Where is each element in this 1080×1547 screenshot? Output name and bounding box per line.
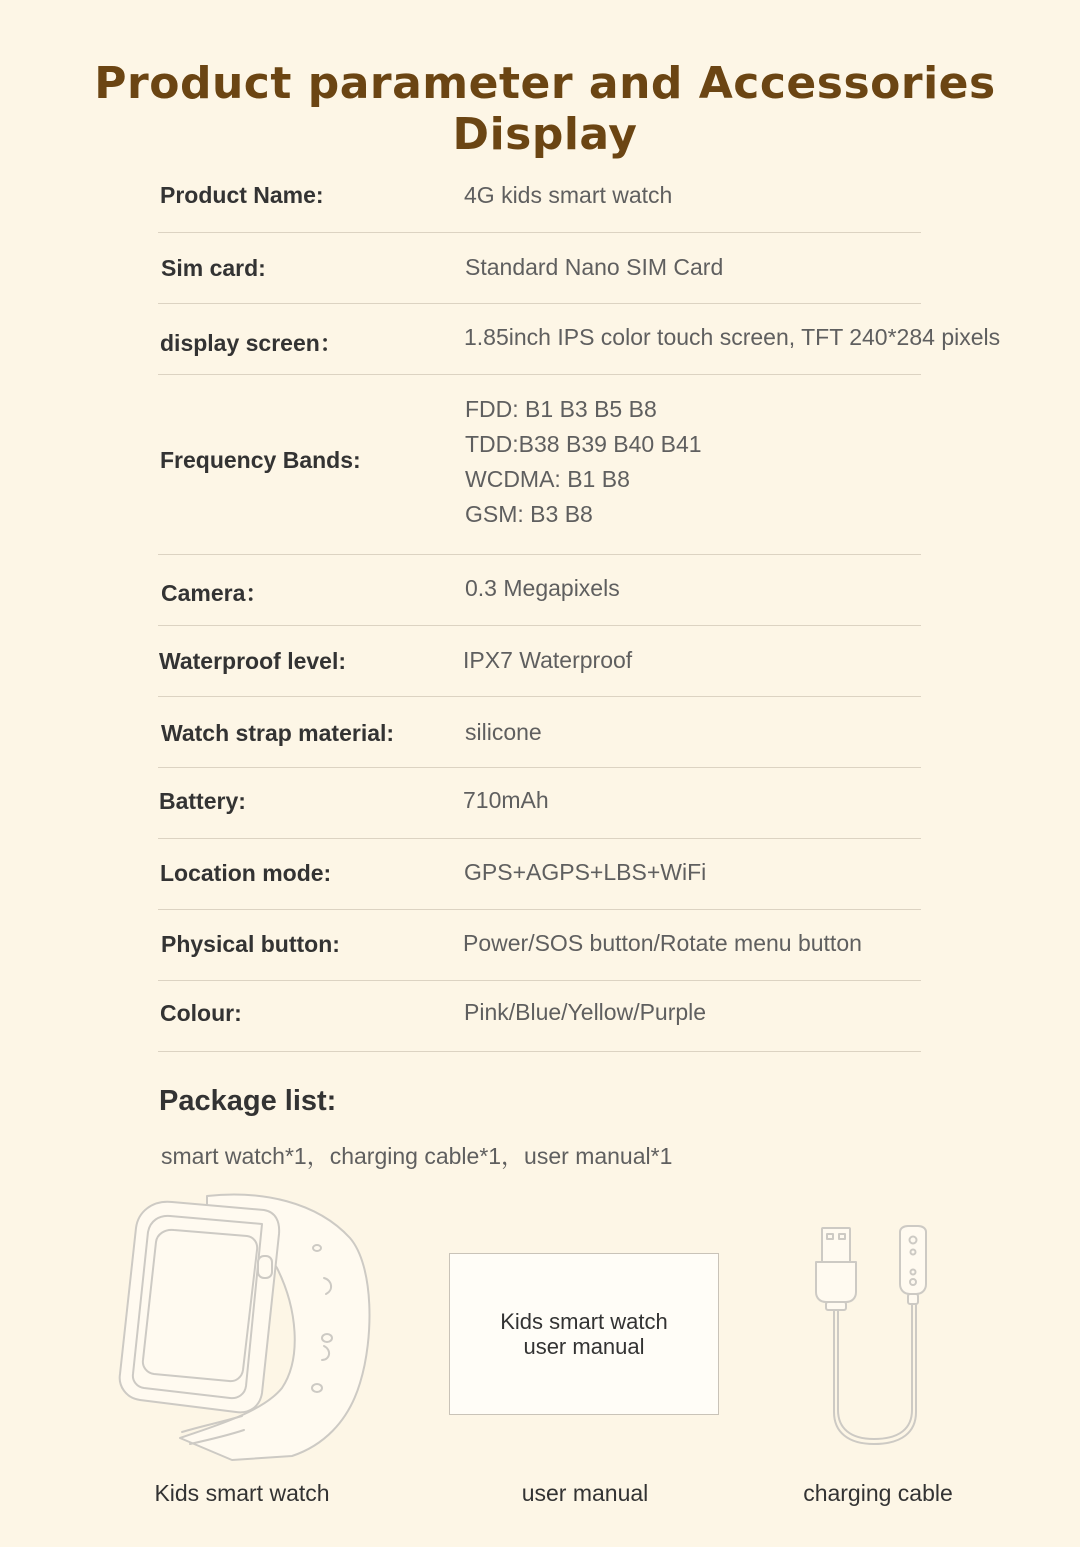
spec-row-colour — [158, 981, 921, 1052]
spec-label: Sim card: — [161, 255, 266, 281]
package-list-title: Package list: — [159, 1085, 337, 1117]
spec-row-physical-button — [158, 910, 921, 981]
spec-label: Colour: — [160, 1000, 242, 1026]
spec-value: 1.85inch IPS color touch screen, TFT 240*284 pixels — [464, 324, 1001, 350]
spec-value: 0.3 Megapixels — [465, 575, 620, 601]
spec-label: Location mode: — [160, 860, 332, 886]
spec-label: Physical button: — [161, 931, 340, 957]
spec-row-camera — [158, 555, 921, 626]
caption-charging-cable: charging cable — [803, 1480, 953, 1506]
spec-value: FDD: B1 B3 B5 B8 TDD:B38 B39 B40 B41 WCDMA: B1 B8 GSM: B3 B8 — [465, 396, 702, 527]
spec-label: Frequency Bands: — [160, 447, 361, 473]
spec-value: silicone — [465, 719, 542, 745]
spec-value: Power/SOS button/Rotate menu button — [463, 930, 862, 956]
charging-cable-illustration — [800, 1222, 940, 1454]
spec-value: GPS+AGPS+LBS+WiFi — [464, 859, 707, 885]
spec-row-battery — [158, 768, 921, 839]
spec-label: Battery: — [159, 788, 246, 814]
caption-smart-watch: Kids smart watch — [154, 1480, 330, 1506]
user-manual-illustration — [449, 1253, 719, 1415]
spec-label: Waterproof level: — [159, 648, 347, 674]
spec-row-strap-material — [158, 697, 921, 768]
spec-value: Standard Nano SIM Card — [465, 254, 724, 280]
spec-value: Pink/Blue/Yellow/Purple — [464, 999, 707, 1025]
spec-row-frequency-bands — [158, 375, 921, 555]
spec-row-waterproof — [158, 626, 921, 697]
spec-label: Watch strap material: — [161, 720, 395, 746]
page-title: Product parameter and Accessories Display — [94, 58, 996, 160]
caption-user-manual: user manual — [521, 1480, 649, 1506]
spec-value: 4G kids smart watch — [464, 182, 673, 208]
spec-value: 710mAh — [463, 787, 549, 813]
manual-box-line: Kids smart watch — [500, 1309, 668, 1334]
spec-label: Product Name: — [160, 182, 324, 208]
spec-label: display screen： — [160, 330, 343, 356]
spec-table — [158, 162, 1001, 1052]
manual-box-line: user manual — [523, 1334, 645, 1359]
spec-row-product-name — [158, 162, 921, 233]
smart-watch-illustration — [112, 1188, 382, 1468]
spec-value: IPX7 Waterproof — [463, 647, 633, 673]
spec-label: Camera： — [161, 580, 269, 606]
package-list-items: smart watch*1，charging cable*1，user manual*1 — [161, 1143, 673, 1169]
spec-row-location-mode — [158, 839, 921, 910]
spec-row-sim-card — [158, 233, 921, 304]
spec-row-display-screen — [158, 304, 1001, 375]
